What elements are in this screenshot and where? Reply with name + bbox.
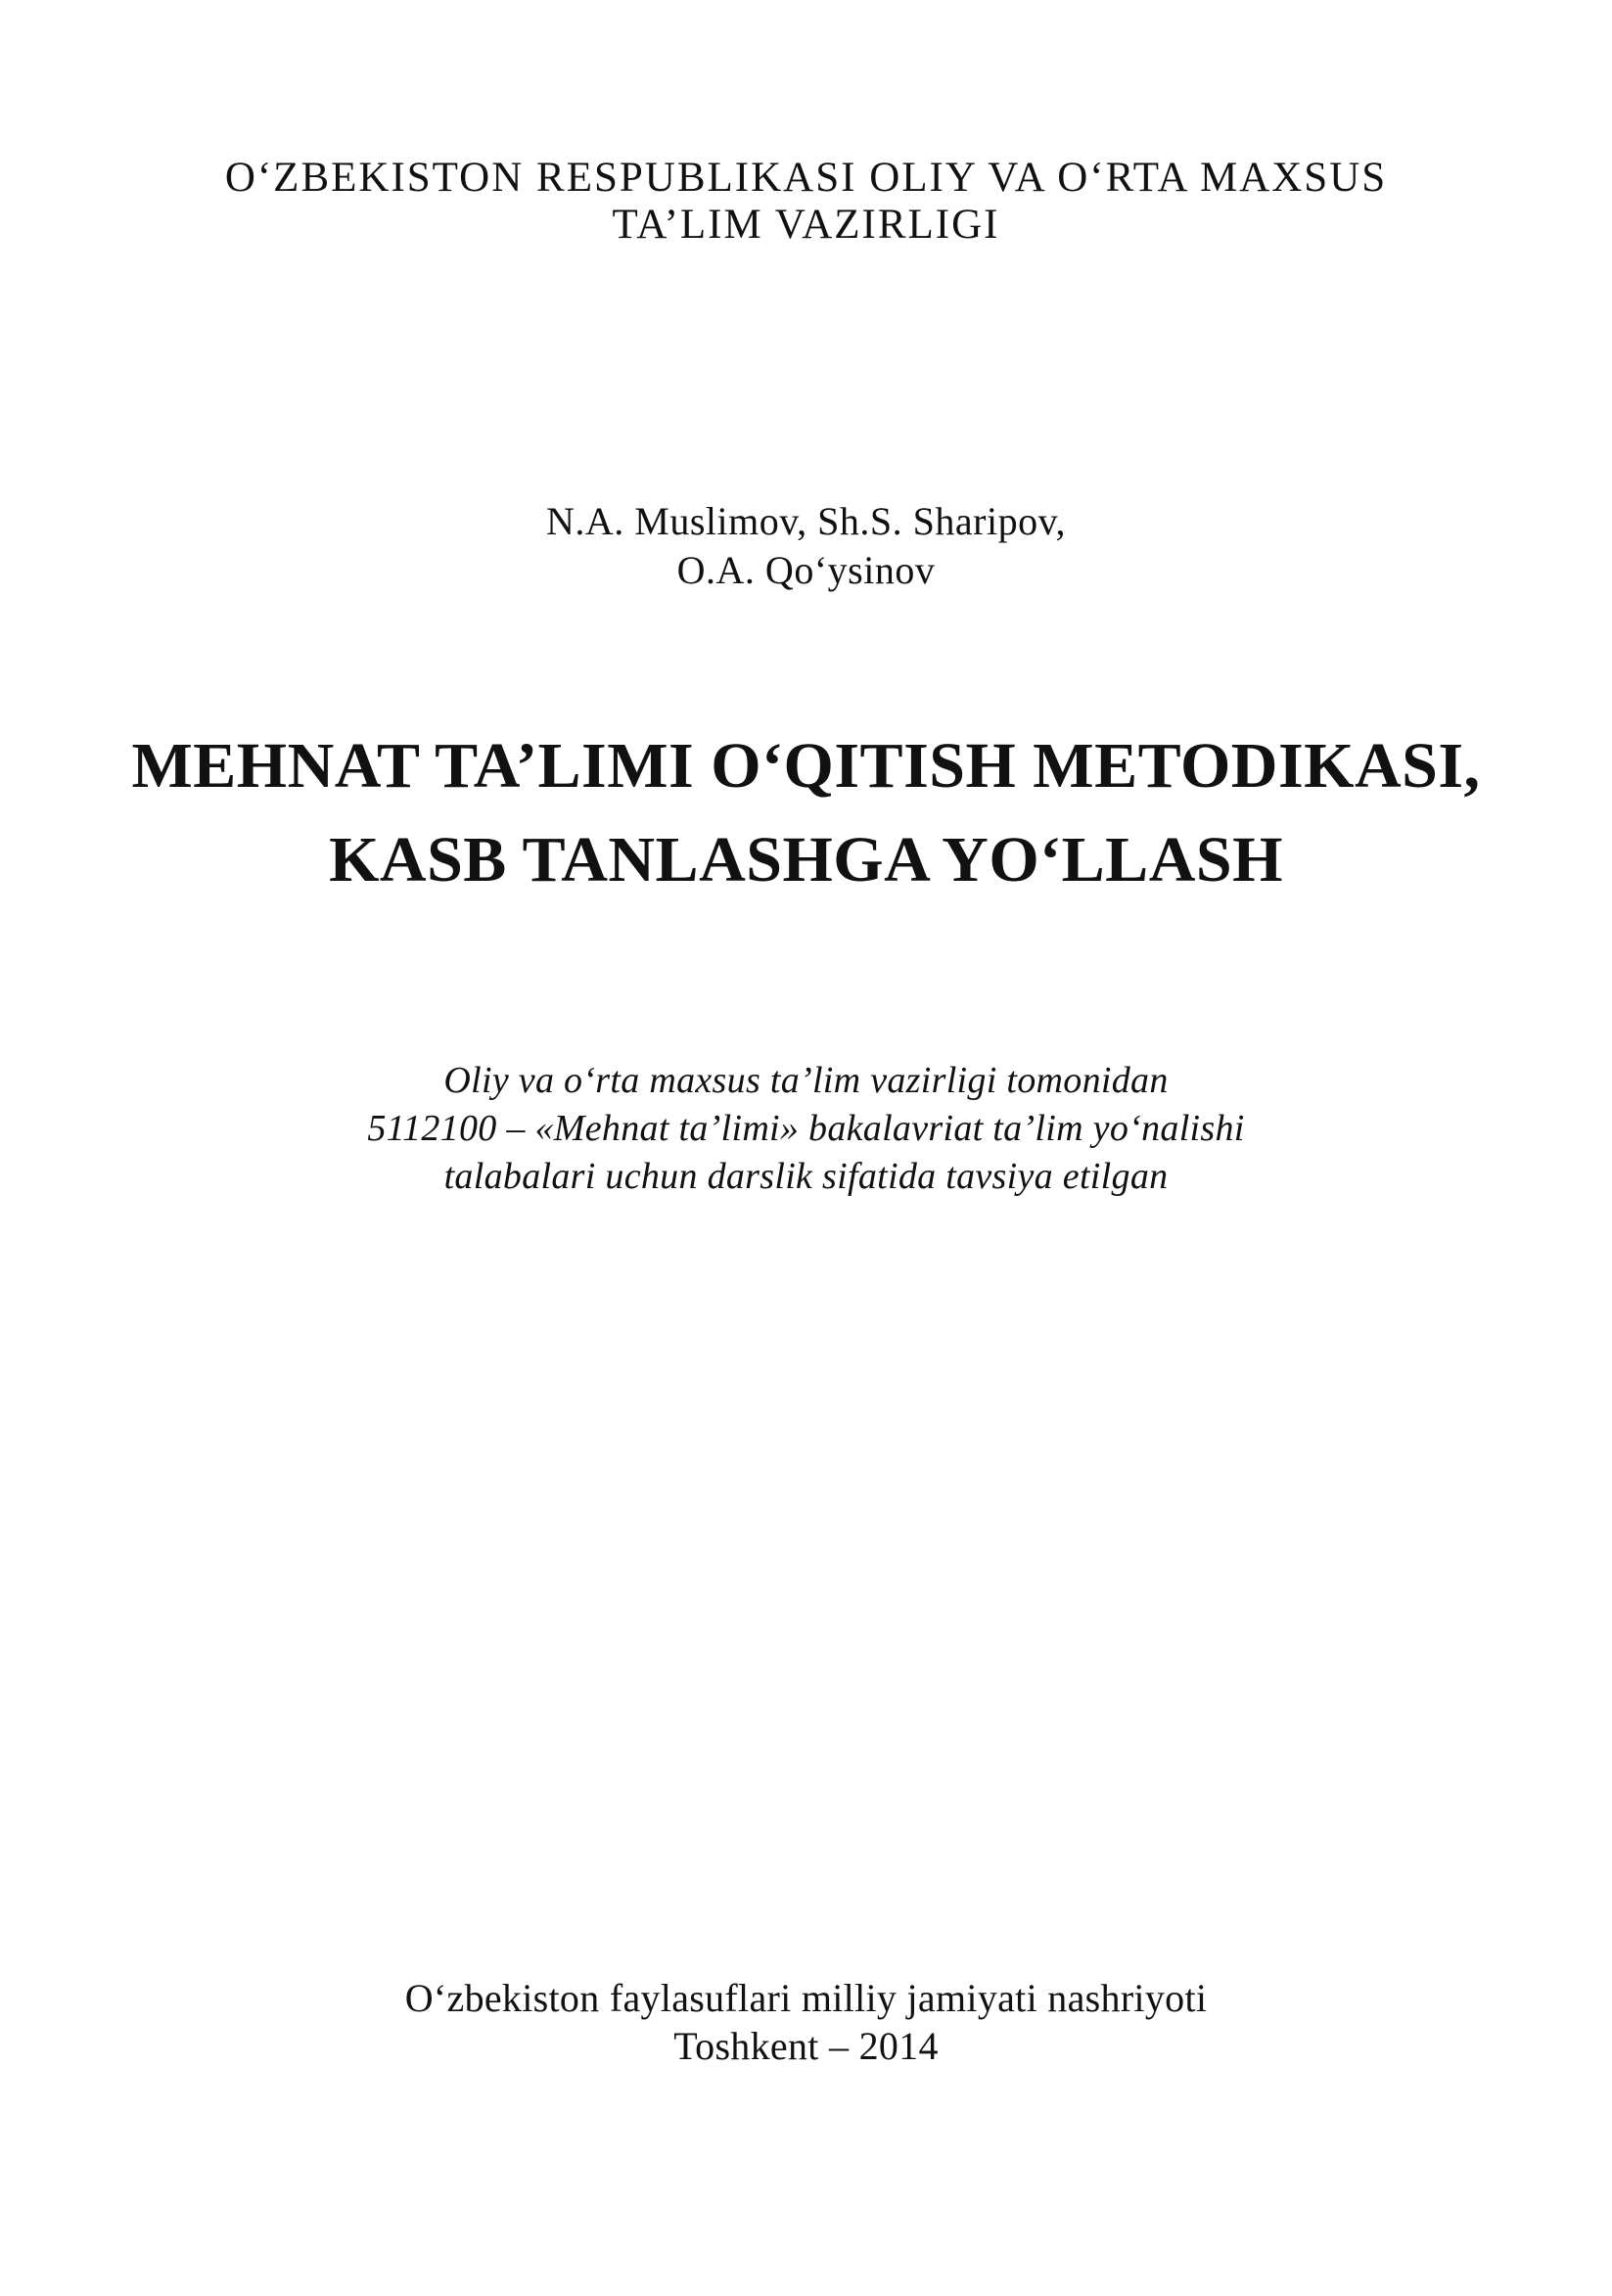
- authors-line-1: N.A. Muslimov, Sh.S. Sharipov,: [546, 499, 1066, 543]
- ministry-header: [0, 155, 1612, 249]
- recommendation-line-1: Oliy va o‘rta maxsus ta’lim vazirligi tomonidan: [443, 1060, 1169, 1101]
- publisher-name: O‘zbekiston faylasuflari milliy jamiyati nashriyoti: [404, 1976, 1208, 2020]
- book-title-line-1: MEHNAT TA’LIMI O‘QITISH METODIKASI,: [131, 730, 1481, 802]
- book-title: [0, 719, 1612, 907]
- ministry-line-1: O‘ZBEKISTON RESPUBLIKASI OLIY VA O‘RTA MAXSUS: [224, 155, 1388, 201]
- publisher-city-year: Toshkent – 2014: [673, 2024, 939, 2068]
- recommendation-line-3: talabalari uchun darslik sifatida tavsiya etilgan: [443, 1156, 1169, 1197]
- recommendation-line-2: 5112100 – «Mehnat ta’limi» bakalavriat ta’lim yo‘nalishi: [367, 1108, 1245, 1149]
- recommendation-note: [0, 1057, 1612, 1201]
- book-title-line-2: KASB TANLASHGA YO‘LLASH: [329, 824, 1283, 895]
- authors: [0, 497, 1612, 595]
- authors-line-2: O.A. Qo‘ysinov: [676, 548, 936, 592]
- publisher-info: [0, 1974, 1612, 2070]
- ministry-line-2: TA’LIM VAZIRLIGI: [612, 202, 1000, 248]
